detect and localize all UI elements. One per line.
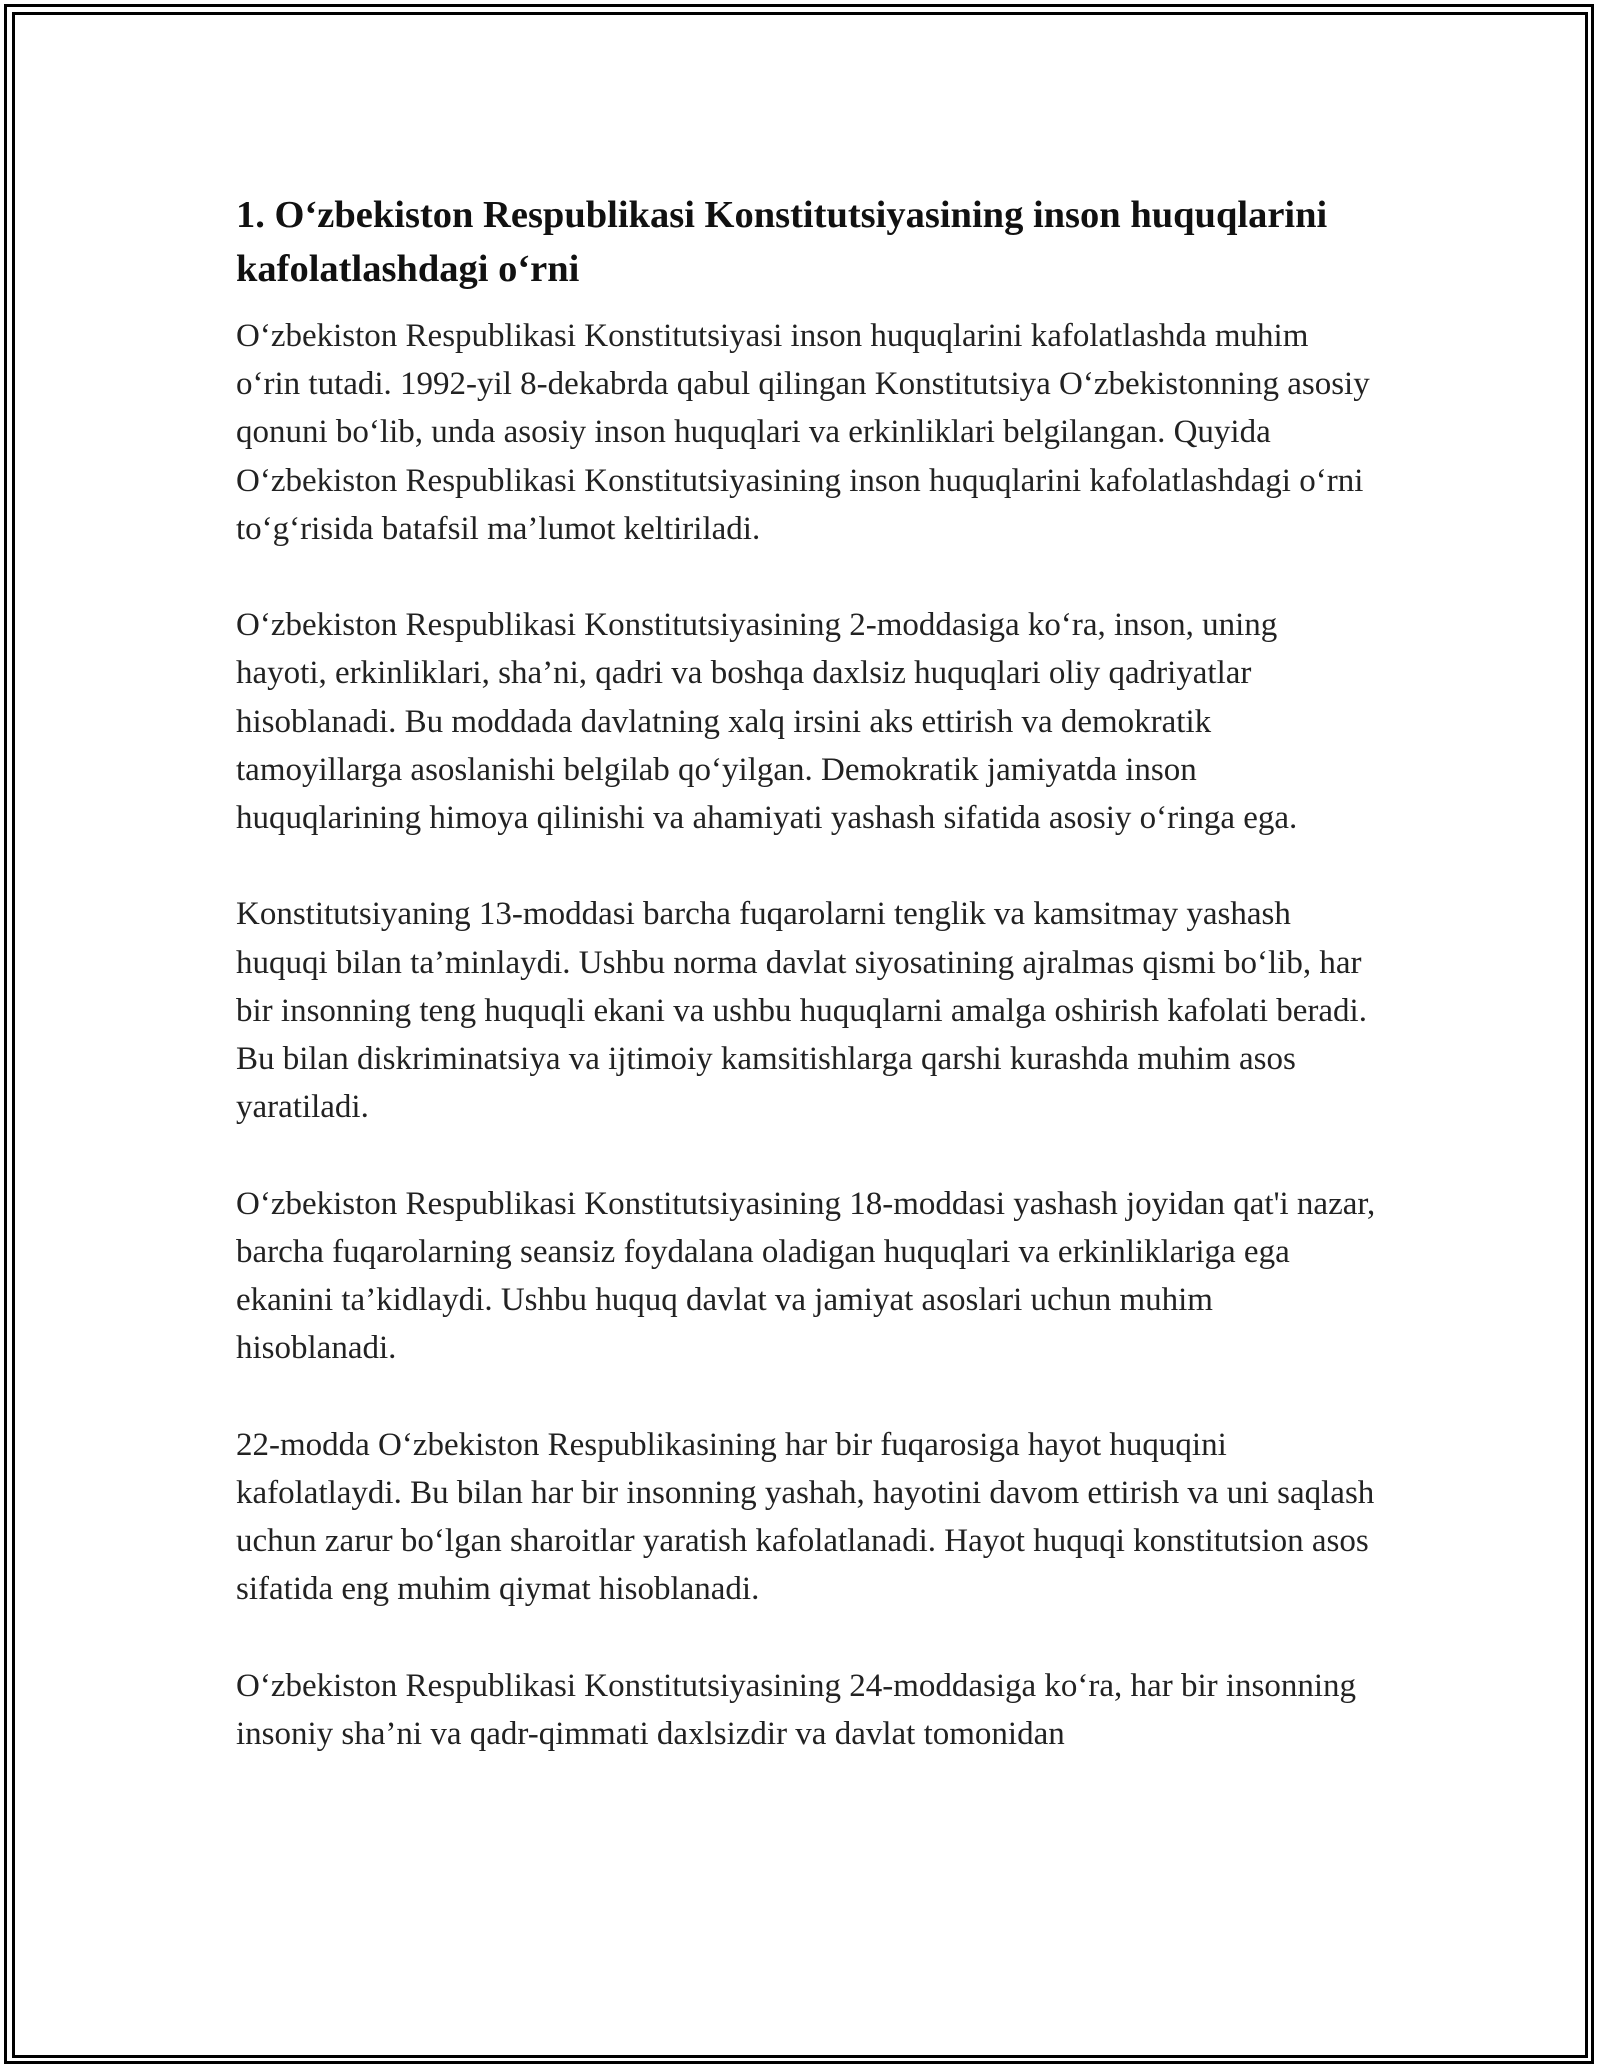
paragraph-intro: O‘zbekiston Respublikasi Konstitutsiyasi inson huquqlarini kafolatlashda muhim o‘rin tutadi. 1992-yil 8-dekabrda qabul qilingan Konstitutsiya O‘zbekistonning asosiy qonuni bo‘lib, unda asosiy inson huquqlari va erkinliklari belgilangan. Quyida O‘zbekiston Respublikasi Konstitutsiyasining inson huquqlarini kafolatlashdagi o‘rni to‘g‘risida batafsil ma’lumot keltiriladi. bbox=[236, 318, 1370, 547]
document-title: 1. O‘zbekiston Respublikasi Konstitutsiyasining inson huquqlarini kafolatlashdagi o‘rni bbox=[236, 194, 1328, 290]
paragraph-article-2: O‘zbekiston Respublikasi Konstitutsiyasining 2-moddasiga ko‘ra, inson, uning hayoti, erkinliklari, sha’ni, qadri va boshqa daxlsiz huquqlari oliy qadriyatlar hisoblanadi. Bu moddada davlatning xalq irsini aks ettirish va demokratik tamoyillarga asoslanishi belgilab qo‘yilgan. Demokratik jamiyatda inson huquqlarining himoya qilinishi va ahamiyati yashash sifatida asosiy o‘ringa ega. bbox=[236, 607, 1298, 837]
document-body bbox=[236, 188, 1376, 1806]
paragraph-article-18: O‘zbekiston Respublikasi Konstitutsiyasining 18-moddasi yashash joyidan qat'i nazar, barcha fuqarolarning seansiz foydalana oladigan huquqlari va erkinliklariga ega ekanini ta’kidlaydi. Ushbu huquq davlat va jamiyat asoslari uchun muhim hisoblanadi. bbox=[236, 1185, 1376, 1367]
paragraph-article-13: Konstitutsiyaning 13-moddasi barcha fuqarolarni tenglik va kamsitmay yashash huquqi bilan ta’minlaydi. Ushbu norma davlat siyosatining ajralmas qismi bo‘lib, har bir insonning teng huquqli ekani va ushbu huquqlarni amalga oshirish kafolati beradi. Bu bilan diskriminatsiya va ijtimoiy kamsitishlarga qarshi kurashda muhim asos yaratiladi. bbox=[236, 896, 1367, 1126]
paragraph-article-22: 22-modda O‘zbekiston Respublikasining har bir fuqarosiga hayot huquqini kafolatlaydi. Bu bilan har bir insonning yashah, hayotini davom ettirish va uni saqlash uchun zarur bo‘lgan sharoitlar yaratish kafolatlanadi. Hayot huquqi konstitutsion asos sifatida eng muhim qiymat hisoblanadi. bbox=[236, 1426, 1375, 1608]
paragraph-article-24: O‘zbekiston Respublikasi Konstitutsiyasining 24-moddasiga ko‘ra, har bir insonning insoniy sha’ni va qadr-qimmati daxlsizdir va davlat tomonidan bbox=[236, 1667, 1357, 1752]
